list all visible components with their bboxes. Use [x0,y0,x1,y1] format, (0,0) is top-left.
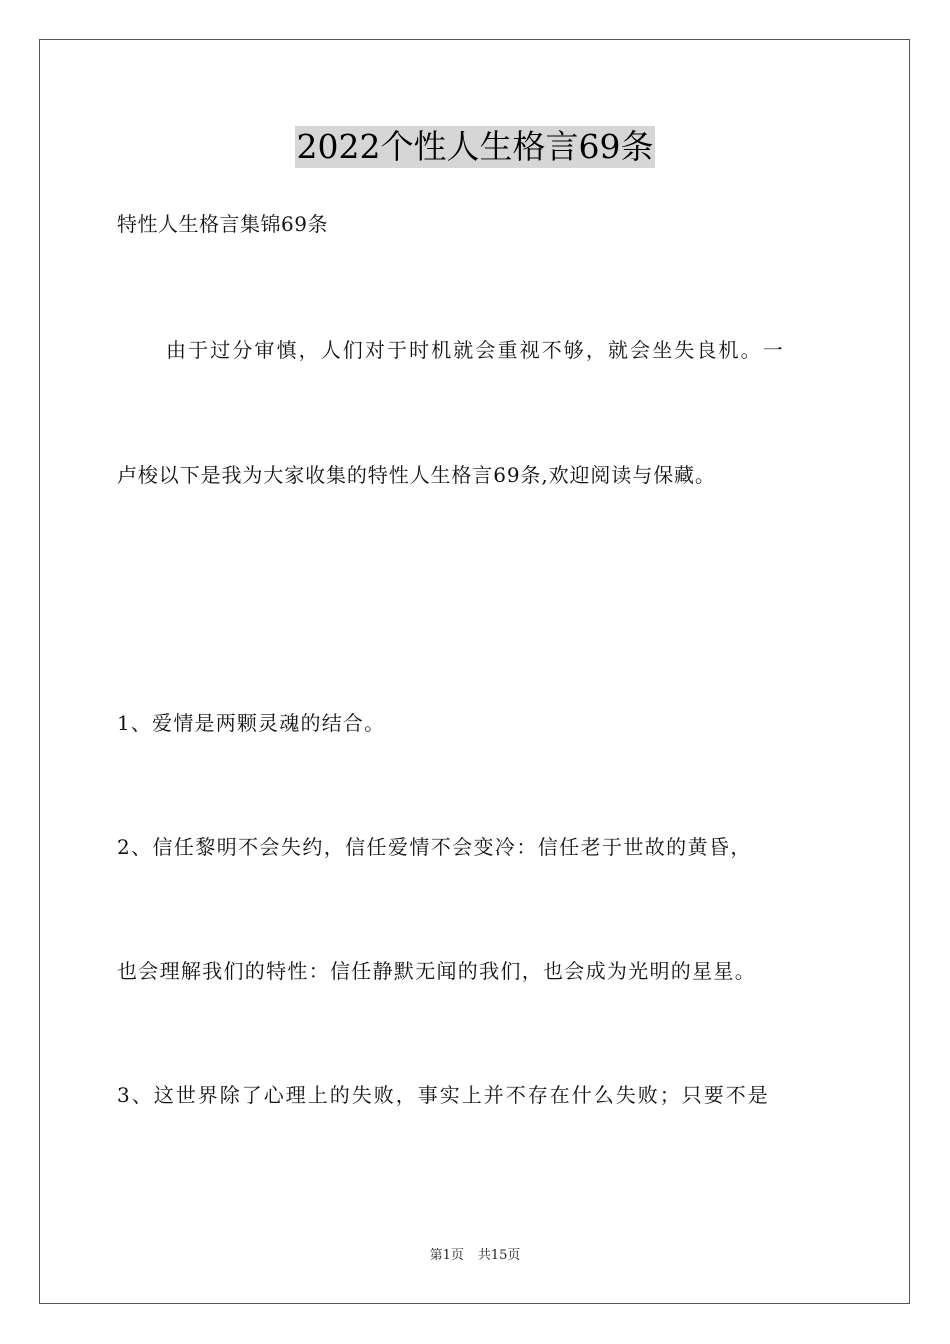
document-subtitle: 特性人生格言集锦69条 [117,212,328,236]
page-number: 第1页 [429,1248,464,1263]
title-container [0,126,950,168]
quote-2-line-2: 也会理解我们的特性：信任静默无闻的我们，也会成为光明的星星。 [117,959,756,983]
intro-line-2: 卢梭以下是我为大家收集的特性人生格言69条,欢迎阅读与保藏。 [117,463,716,487]
intro-line-1: 由于过分审慎，人们对于时机就会重视不够，就会坐失良机。一 [166,338,785,362]
document-title: 2022个性人生格言69条 [296,127,654,166]
page-total: 共15页 [477,1248,521,1263]
page-footer [0,1248,950,1264]
quote-2-line-1: 2、信任黎明不会失约，信任爱情不会变冷：信任老于世故的黄昏， [117,835,752,859]
quote-1: 1、爱情是两颗灵魂的结合。 [117,711,386,735]
quote-3-line-1: 3、这世界除了心理上的失败，事实上并不存在什么失败；只要不是 [117,1083,770,1107]
